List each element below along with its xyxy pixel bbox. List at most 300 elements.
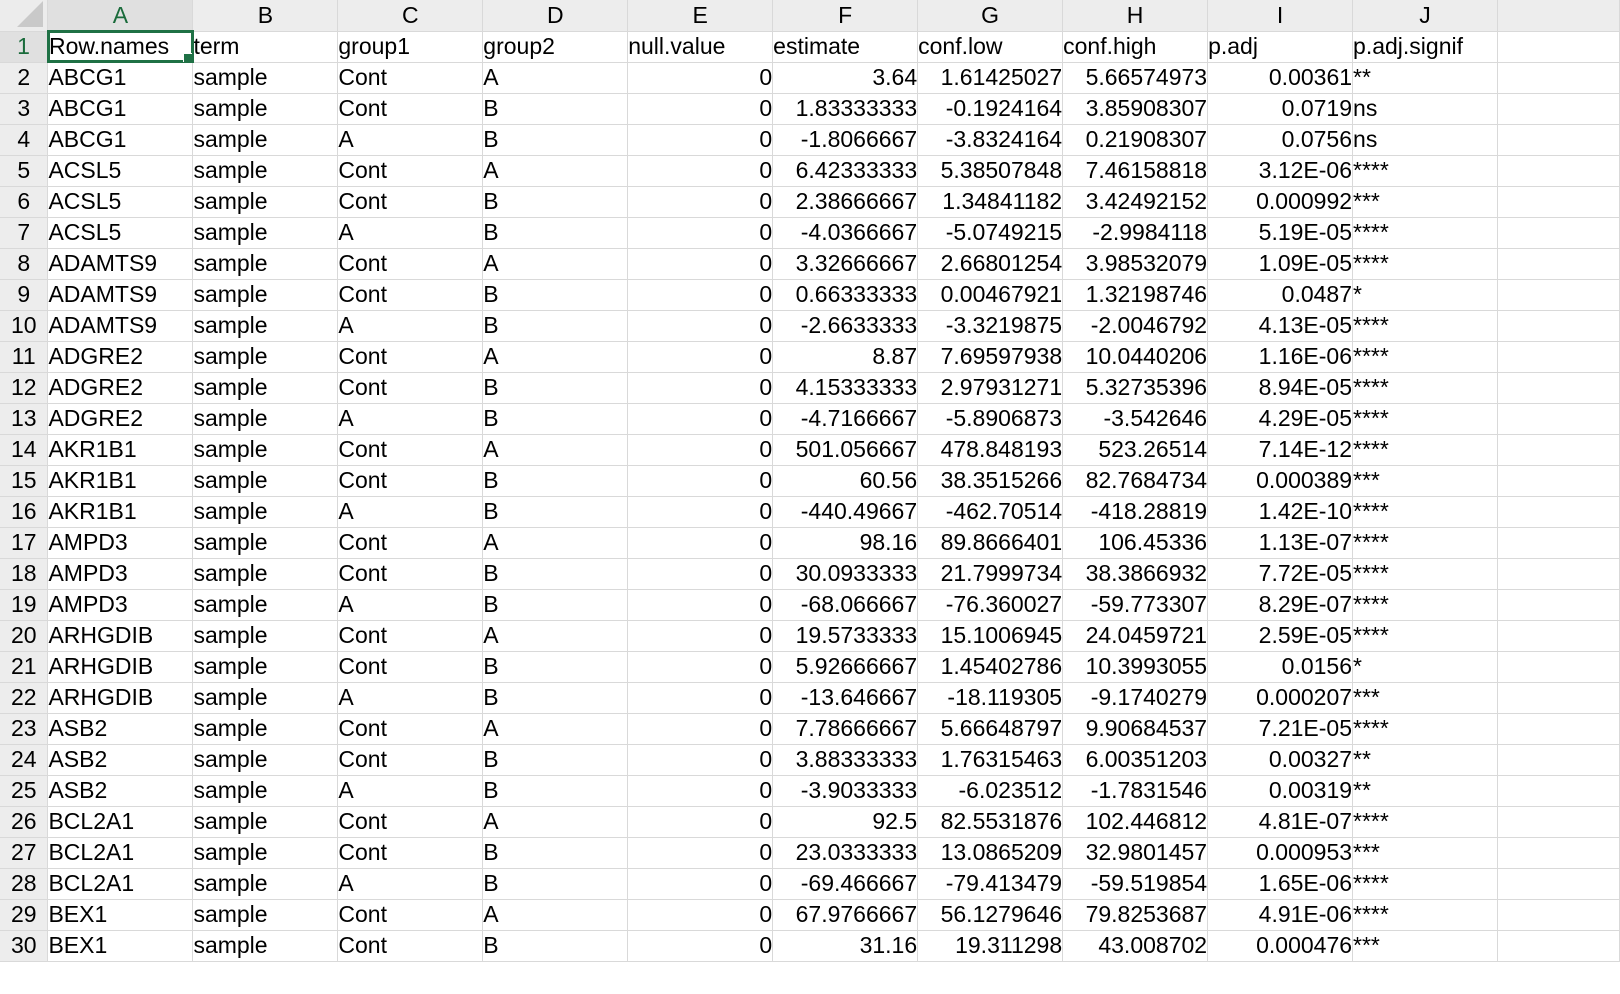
- data-cell[interactable]: Cont: [338, 186, 483, 217]
- data-cell[interactable]: B: [483, 93, 628, 124]
- data-cell[interactable]: A: [338, 124, 483, 155]
- data-cell[interactable]: 9.90684537: [1063, 713, 1208, 744]
- data-cell[interactable]: -6.023512: [918, 775, 1063, 806]
- data-cell[interactable]: 43.008702: [1063, 930, 1208, 961]
- data-cell[interactable]: Cont: [338, 899, 483, 930]
- data-cell[interactable]: 0.21908307: [1063, 124, 1208, 155]
- data-cell[interactable]: BEX1: [48, 899, 193, 930]
- row-header[interactable]: 16: [0, 496, 48, 527]
- data-cell[interactable]: BEX1: [48, 930, 193, 961]
- data-cell[interactable]: 56.1279646: [918, 899, 1063, 930]
- header-cell[interactable]: [1498, 31, 1620, 62]
- data-cell[interactable]: A: [338, 217, 483, 248]
- data-cell[interactable]: 3.32666667: [773, 248, 918, 279]
- data-cell[interactable]: 82.5531876: [918, 806, 1063, 837]
- data-cell[interactable]: 0: [628, 341, 773, 372]
- data-cell[interactable]: 8.94E-05: [1208, 372, 1353, 403]
- data-cell[interactable]: 0.00361: [1208, 62, 1353, 93]
- header-cell[interactable]: p.adj: [1208, 31, 1353, 62]
- data-cell[interactable]: *: [1353, 279, 1498, 310]
- data-cell[interactable]: 0.000992: [1208, 186, 1353, 217]
- data-cell[interactable]: BCL2A1: [48, 868, 193, 899]
- data-cell[interactable]: Cont: [338, 62, 483, 93]
- data-cell[interactable]: -2.6633333: [773, 310, 918, 341]
- data-cell[interactable]: 0: [628, 651, 773, 682]
- data-cell[interactable]: 0: [628, 155, 773, 186]
- column-header-f[interactable]: F: [773, 0, 918, 31]
- data-cell[interactable]: 1.61425027: [918, 62, 1063, 93]
- row-header[interactable]: 1: [0, 31, 48, 62]
- data-cell[interactable]: [1498, 248, 1620, 279]
- data-cell[interactable]: 0: [628, 310, 773, 341]
- data-cell[interactable]: 102.446812: [1063, 806, 1208, 837]
- data-cell[interactable]: ****: [1353, 806, 1498, 837]
- data-cell[interactable]: -3.542646: [1063, 403, 1208, 434]
- data-cell[interactable]: 0: [628, 186, 773, 217]
- data-cell[interactable]: sample: [193, 837, 338, 868]
- data-cell[interactable]: ACSL5: [48, 186, 193, 217]
- data-cell[interactable]: sample: [193, 248, 338, 279]
- data-cell[interactable]: [1498, 899, 1620, 930]
- data-cell[interactable]: 1.83333333: [773, 93, 918, 124]
- data-cell[interactable]: B: [483, 589, 628, 620]
- data-cell[interactable]: 0: [628, 496, 773, 527]
- row-header[interactable]: 23: [0, 713, 48, 744]
- data-cell[interactable]: [1498, 651, 1620, 682]
- data-cell[interactable]: B: [483, 930, 628, 961]
- data-cell[interactable]: -2.0046792: [1063, 310, 1208, 341]
- header-cell[interactable]: conf.high: [1063, 31, 1208, 62]
- data-cell[interactable]: [1498, 837, 1620, 868]
- data-cell[interactable]: ARHGDIB: [48, 620, 193, 651]
- data-cell[interactable]: 82.7684734: [1063, 465, 1208, 496]
- data-cell[interactable]: ****: [1353, 248, 1498, 279]
- data-cell[interactable]: [1498, 589, 1620, 620]
- row-header[interactable]: 30: [0, 930, 48, 961]
- data-cell[interactable]: ABCG1: [48, 124, 193, 155]
- data-cell[interactable]: 2.66801254: [918, 248, 1063, 279]
- data-cell[interactable]: 38.3515266: [918, 465, 1063, 496]
- data-cell[interactable]: Cont: [338, 651, 483, 682]
- data-cell[interactable]: 1.16E-06: [1208, 341, 1353, 372]
- data-cell[interactable]: [1498, 775, 1620, 806]
- data-cell[interactable]: 0: [628, 682, 773, 713]
- data-cell[interactable]: [1498, 93, 1620, 124]
- row-header[interactable]: 20: [0, 620, 48, 651]
- data-cell[interactable]: Cont: [338, 806, 483, 837]
- data-cell[interactable]: 478.848193: [918, 434, 1063, 465]
- data-cell[interactable]: A: [483, 341, 628, 372]
- data-cell[interactable]: AKR1B1: [48, 465, 193, 496]
- data-cell[interactable]: 3.88333333: [773, 744, 918, 775]
- data-cell[interactable]: [1498, 713, 1620, 744]
- data-cell[interactable]: A: [338, 775, 483, 806]
- data-cell[interactable]: A: [483, 155, 628, 186]
- select-all-corner[interactable]: [0, 0, 48, 31]
- data-cell[interactable]: sample: [193, 682, 338, 713]
- row-header[interactable]: 15: [0, 465, 48, 496]
- row-header[interactable]: 27: [0, 837, 48, 868]
- header-cell[interactable]: p.adj.signif: [1353, 31, 1498, 62]
- data-cell[interactable]: Cont: [338, 713, 483, 744]
- data-cell[interactable]: B: [483, 310, 628, 341]
- data-cell[interactable]: ACSL5: [48, 217, 193, 248]
- data-cell[interactable]: B: [483, 651, 628, 682]
- data-cell[interactable]: 0: [628, 620, 773, 651]
- data-cell[interactable]: [1498, 341, 1620, 372]
- data-cell[interactable]: A: [338, 868, 483, 899]
- data-cell[interactable]: -440.49667: [773, 496, 918, 527]
- data-cell[interactable]: Cont: [338, 465, 483, 496]
- data-cell[interactable]: ***: [1353, 465, 1498, 496]
- data-cell[interactable]: B: [483, 124, 628, 155]
- data-cell[interactable]: [1498, 186, 1620, 217]
- data-cell[interactable]: ***: [1353, 930, 1498, 961]
- data-cell[interactable]: 0.0719: [1208, 93, 1353, 124]
- data-cell[interactable]: 3.98532079: [1063, 248, 1208, 279]
- data-cell[interactable]: 5.19E-05: [1208, 217, 1353, 248]
- data-cell[interactable]: 4.29E-05: [1208, 403, 1353, 434]
- data-cell[interactable]: -9.1740279: [1063, 682, 1208, 713]
- data-cell[interactable]: Cont: [338, 372, 483, 403]
- data-cell[interactable]: ACSL5: [48, 155, 193, 186]
- header-cell[interactable]: group2: [483, 31, 628, 62]
- column-header-j[interactable]: J: [1353, 0, 1498, 31]
- column-header-c[interactable]: C: [338, 0, 483, 31]
- data-cell[interactable]: 7.78666667: [773, 713, 918, 744]
- data-cell[interactable]: ABCG1: [48, 62, 193, 93]
- row-header[interactable]: 10: [0, 310, 48, 341]
- column-header-a[interactable]: A: [48, 0, 193, 31]
- data-cell[interactable]: **: [1353, 62, 1498, 93]
- data-cell[interactable]: 0: [628, 744, 773, 775]
- data-cell[interactable]: -59.773307: [1063, 589, 1208, 620]
- header-cell[interactable]: term: [193, 31, 338, 62]
- column-header-g[interactable]: G: [918, 0, 1063, 31]
- data-cell[interactable]: 0.000953: [1208, 837, 1353, 868]
- data-cell[interactable]: 0: [628, 124, 773, 155]
- data-cell[interactable]: sample: [193, 93, 338, 124]
- data-cell[interactable]: sample: [193, 558, 338, 589]
- data-cell[interactable]: 5.66648797: [918, 713, 1063, 744]
- data-cell[interactable]: 5.66574973: [1063, 62, 1208, 93]
- data-cell[interactable]: sample: [193, 217, 338, 248]
- row-header[interactable]: 28: [0, 868, 48, 899]
- data-cell[interactable]: 0: [628, 62, 773, 93]
- data-cell[interactable]: 2.38666667: [773, 186, 918, 217]
- data-cell[interactable]: AMPD3: [48, 558, 193, 589]
- column-header-i[interactable]: I: [1208, 0, 1353, 31]
- data-cell[interactable]: ADGRE2: [48, 341, 193, 372]
- data-cell[interactable]: *: [1353, 651, 1498, 682]
- data-cell[interactable]: [1498, 155, 1620, 186]
- data-cell[interactable]: B: [483, 465, 628, 496]
- data-cell[interactable]: -3.3219875: [918, 310, 1063, 341]
- fill-handle[interactable]: [183, 53, 193, 63]
- data-cell[interactable]: **: [1353, 744, 1498, 775]
- data-cell[interactable]: 1.65E-06: [1208, 868, 1353, 899]
- data-cell[interactable]: [1498, 372, 1620, 403]
- data-cell[interactable]: 5.92666667: [773, 651, 918, 682]
- data-cell[interactable]: 523.26514: [1063, 434, 1208, 465]
- header-cell[interactable]: Row.names: [48, 31, 193, 62]
- data-cell[interactable]: 4.91E-06: [1208, 899, 1353, 930]
- data-cell[interactable]: 106.45336: [1063, 527, 1208, 558]
- data-cell[interactable]: 7.69597938: [918, 341, 1063, 372]
- data-cell[interactable]: [1498, 310, 1620, 341]
- data-cell[interactable]: ****: [1353, 341, 1498, 372]
- data-cell[interactable]: 4.13E-05: [1208, 310, 1353, 341]
- data-cell[interactable]: ****: [1353, 899, 1498, 930]
- row-header[interactable]: 14: [0, 434, 48, 465]
- data-cell[interactable]: B: [483, 775, 628, 806]
- data-cell[interactable]: A: [338, 682, 483, 713]
- column-header-k[interactable]: [1498, 0, 1620, 31]
- data-cell[interactable]: ADAMTS9: [48, 310, 193, 341]
- row-header[interactable]: 24: [0, 744, 48, 775]
- data-cell[interactable]: 1.09E-05: [1208, 248, 1353, 279]
- data-cell[interactable]: 0.0156: [1208, 651, 1353, 682]
- data-cell[interactable]: ADAMTS9: [48, 248, 193, 279]
- data-cell[interactable]: -18.119305: [918, 682, 1063, 713]
- data-cell[interactable]: 98.16: [773, 527, 918, 558]
- data-cell[interactable]: 10.0440206: [1063, 341, 1208, 372]
- data-cell[interactable]: AMPD3: [48, 527, 193, 558]
- data-cell[interactable]: 19.311298: [918, 930, 1063, 961]
- data-cell[interactable]: ns: [1353, 124, 1498, 155]
- data-cell[interactable]: 0.000389: [1208, 465, 1353, 496]
- data-cell[interactable]: -4.7166667: [773, 403, 918, 434]
- data-cell[interactable]: 0.000207: [1208, 682, 1353, 713]
- row-header[interactable]: 3: [0, 93, 48, 124]
- data-cell[interactable]: ****: [1353, 217, 1498, 248]
- data-cell[interactable]: 0: [628, 434, 773, 465]
- data-cell[interactable]: 4.15333333: [773, 372, 918, 403]
- data-cell[interactable]: 19.5733333: [773, 620, 918, 651]
- data-cell[interactable]: 31.16: [773, 930, 918, 961]
- data-cell[interactable]: [1498, 868, 1620, 899]
- data-cell[interactable]: sample: [193, 186, 338, 217]
- data-cell[interactable]: [1498, 558, 1620, 589]
- row-header[interactable]: 22: [0, 682, 48, 713]
- data-cell[interactable]: AKR1B1: [48, 496, 193, 527]
- data-cell[interactable]: 92.5: [773, 806, 918, 837]
- data-cell[interactable]: 3.42492152: [1063, 186, 1208, 217]
- data-cell[interactable]: 0: [628, 217, 773, 248]
- data-cell[interactable]: ns: [1353, 93, 1498, 124]
- data-cell[interactable]: A: [483, 713, 628, 744]
- data-cell[interactable]: Cont: [338, 279, 483, 310]
- header-cell[interactable]: conf.low: [918, 31, 1063, 62]
- data-cell[interactable]: B: [483, 372, 628, 403]
- data-cell[interactable]: ARHGDIB: [48, 682, 193, 713]
- data-cell[interactable]: 0: [628, 465, 773, 496]
- data-cell[interactable]: 0: [628, 868, 773, 899]
- data-cell[interactable]: Cont: [338, 620, 483, 651]
- data-cell[interactable]: [1498, 465, 1620, 496]
- data-cell[interactable]: [1498, 62, 1620, 93]
- header-cell[interactable]: null.value: [628, 31, 773, 62]
- data-cell[interactable]: Cont: [338, 837, 483, 868]
- data-cell[interactable]: Cont: [338, 930, 483, 961]
- data-cell[interactable]: A: [483, 527, 628, 558]
- data-cell[interactable]: 0: [628, 93, 773, 124]
- data-cell[interactable]: Cont: [338, 93, 483, 124]
- data-cell[interactable]: 24.0459721: [1063, 620, 1208, 651]
- data-cell[interactable]: B: [483, 186, 628, 217]
- row-header[interactable]: 6: [0, 186, 48, 217]
- data-cell[interactable]: Cont: [338, 248, 483, 279]
- row-header[interactable]: 19: [0, 589, 48, 620]
- data-cell[interactable]: 0: [628, 248, 773, 279]
- data-cell[interactable]: 30.0933333: [773, 558, 918, 589]
- data-cell[interactable]: Cont: [338, 558, 483, 589]
- data-cell[interactable]: Cont: [338, 527, 483, 558]
- data-cell[interactable]: -68.066667: [773, 589, 918, 620]
- data-cell[interactable]: ***: [1353, 682, 1498, 713]
- data-cell[interactable]: 1.45402786: [918, 651, 1063, 682]
- data-cell[interactable]: sample: [193, 868, 338, 899]
- data-cell[interactable]: ****: [1353, 372, 1498, 403]
- data-cell[interactable]: 0: [628, 527, 773, 558]
- column-header-d[interactable]: D: [483, 0, 628, 31]
- data-cell[interactable]: [1498, 434, 1620, 465]
- data-cell[interactable]: sample: [193, 930, 338, 961]
- data-cell[interactable]: 6.00351203: [1063, 744, 1208, 775]
- data-cell[interactable]: 0: [628, 558, 773, 589]
- data-cell[interactable]: 0: [628, 713, 773, 744]
- row-header[interactable]: 2: [0, 62, 48, 93]
- data-cell[interactable]: A: [338, 589, 483, 620]
- data-cell[interactable]: -1.7831546: [1063, 775, 1208, 806]
- data-cell[interactable]: -3.9033333: [773, 775, 918, 806]
- data-cell[interactable]: 0.00467921: [918, 279, 1063, 310]
- data-cell[interactable]: ****: [1353, 558, 1498, 589]
- data-cell[interactable]: A: [483, 899, 628, 930]
- row-header[interactable]: 26: [0, 806, 48, 837]
- data-cell[interactable]: -3.8324164: [918, 124, 1063, 155]
- data-cell[interactable]: 0.00319: [1208, 775, 1353, 806]
- data-cell[interactable]: ASB2: [48, 744, 193, 775]
- data-cell[interactable]: AKR1B1: [48, 434, 193, 465]
- header-cell[interactable]: estimate: [773, 31, 918, 62]
- data-cell[interactable]: ****: [1353, 496, 1498, 527]
- data-cell[interactable]: 32.9801457: [1063, 837, 1208, 868]
- data-cell[interactable]: B: [483, 496, 628, 527]
- data-cell[interactable]: A: [483, 248, 628, 279]
- data-cell[interactable]: sample: [193, 744, 338, 775]
- column-header-h[interactable]: H: [1063, 0, 1208, 31]
- data-cell[interactable]: B: [483, 837, 628, 868]
- data-cell[interactable]: 3.12E-06: [1208, 155, 1353, 186]
- data-cell[interactable]: 10.3993055: [1063, 651, 1208, 682]
- data-cell[interactable]: A: [483, 806, 628, 837]
- data-cell[interactable]: -13.646667: [773, 682, 918, 713]
- column-header-e[interactable]: E: [628, 0, 773, 31]
- data-cell[interactable]: 13.0865209: [918, 837, 1063, 868]
- data-cell[interactable]: -462.70514: [918, 496, 1063, 527]
- data-cell[interactable]: 1.32198746: [1063, 279, 1208, 310]
- data-cell[interactable]: [1498, 682, 1620, 713]
- data-cell[interactable]: ABCG1: [48, 93, 193, 124]
- data-cell[interactable]: ADGRE2: [48, 403, 193, 434]
- data-cell[interactable]: 1.13E-07: [1208, 527, 1353, 558]
- data-cell[interactable]: ***: [1353, 186, 1498, 217]
- data-cell[interactable]: 5.32735396: [1063, 372, 1208, 403]
- data-cell[interactable]: 0: [628, 899, 773, 930]
- data-cell[interactable]: sample: [193, 589, 338, 620]
- row-header[interactable]: 11: [0, 341, 48, 372]
- data-cell[interactable]: sample: [193, 651, 338, 682]
- data-cell[interactable]: B: [483, 217, 628, 248]
- data-cell[interactable]: B: [483, 558, 628, 589]
- data-cell[interactable]: [1498, 279, 1620, 310]
- data-cell[interactable]: B: [483, 744, 628, 775]
- data-cell[interactable]: 23.0333333: [773, 837, 918, 868]
- row-header[interactable]: 5: [0, 155, 48, 186]
- data-cell[interactable]: sample: [193, 775, 338, 806]
- data-cell[interactable]: -79.413479: [918, 868, 1063, 899]
- data-cell[interactable]: [1498, 403, 1620, 434]
- data-cell[interactable]: 2.59E-05: [1208, 620, 1353, 651]
- data-cell[interactable]: 7.14E-12: [1208, 434, 1353, 465]
- row-header[interactable]: 8: [0, 248, 48, 279]
- data-cell[interactable]: sample: [193, 620, 338, 651]
- data-cell[interactable]: [1498, 496, 1620, 527]
- data-cell[interactable]: A: [483, 62, 628, 93]
- data-cell[interactable]: A: [483, 434, 628, 465]
- data-cell[interactable]: ****: [1353, 403, 1498, 434]
- data-cell[interactable]: -59.519854: [1063, 868, 1208, 899]
- data-cell[interactable]: sample: [193, 279, 338, 310]
- data-cell[interactable]: -2.9984118: [1063, 217, 1208, 248]
- data-cell[interactable]: 21.7999734: [918, 558, 1063, 589]
- data-cell[interactable]: ASB2: [48, 713, 193, 744]
- data-cell[interactable]: 0: [628, 930, 773, 961]
- data-cell[interactable]: -4.0366667: [773, 217, 918, 248]
- data-cell[interactable]: B: [483, 868, 628, 899]
- data-cell[interactable]: -1.8066667: [773, 124, 918, 155]
- data-cell[interactable]: 8.29E-07: [1208, 589, 1353, 620]
- data-cell[interactable]: sample: [193, 527, 338, 558]
- data-cell[interactable]: -5.0749215: [918, 217, 1063, 248]
- data-cell[interactable]: A: [338, 310, 483, 341]
- data-cell[interactable]: 67.9766667: [773, 899, 918, 930]
- data-cell[interactable]: sample: [193, 62, 338, 93]
- data-cell[interactable]: AMPD3: [48, 589, 193, 620]
- header-cell[interactable]: group1: [338, 31, 483, 62]
- row-header[interactable]: 21: [0, 651, 48, 682]
- data-cell[interactable]: ADGRE2: [48, 372, 193, 403]
- data-cell[interactable]: 5.38507848: [918, 155, 1063, 186]
- data-cell[interactable]: ****: [1353, 713, 1498, 744]
- data-cell[interactable]: [1498, 217, 1620, 248]
- data-cell[interactable]: 0.0487: [1208, 279, 1353, 310]
- data-cell[interactable]: BCL2A1: [48, 837, 193, 868]
- data-cell[interactable]: sample: [193, 465, 338, 496]
- data-cell[interactable]: sample: [193, 310, 338, 341]
- row-header[interactable]: 9: [0, 279, 48, 310]
- data-cell[interactable]: -76.360027: [918, 589, 1063, 620]
- data-cell[interactable]: 0: [628, 837, 773, 868]
- data-cell[interactable]: sample: [193, 155, 338, 186]
- data-cell[interactable]: 1.34841182: [918, 186, 1063, 217]
- data-cell[interactable]: 79.8253687: [1063, 899, 1208, 930]
- data-cell[interactable]: sample: [193, 434, 338, 465]
- data-cell[interactable]: B: [483, 682, 628, 713]
- data-cell[interactable]: 0: [628, 279, 773, 310]
- data-cell[interactable]: 0: [628, 775, 773, 806]
